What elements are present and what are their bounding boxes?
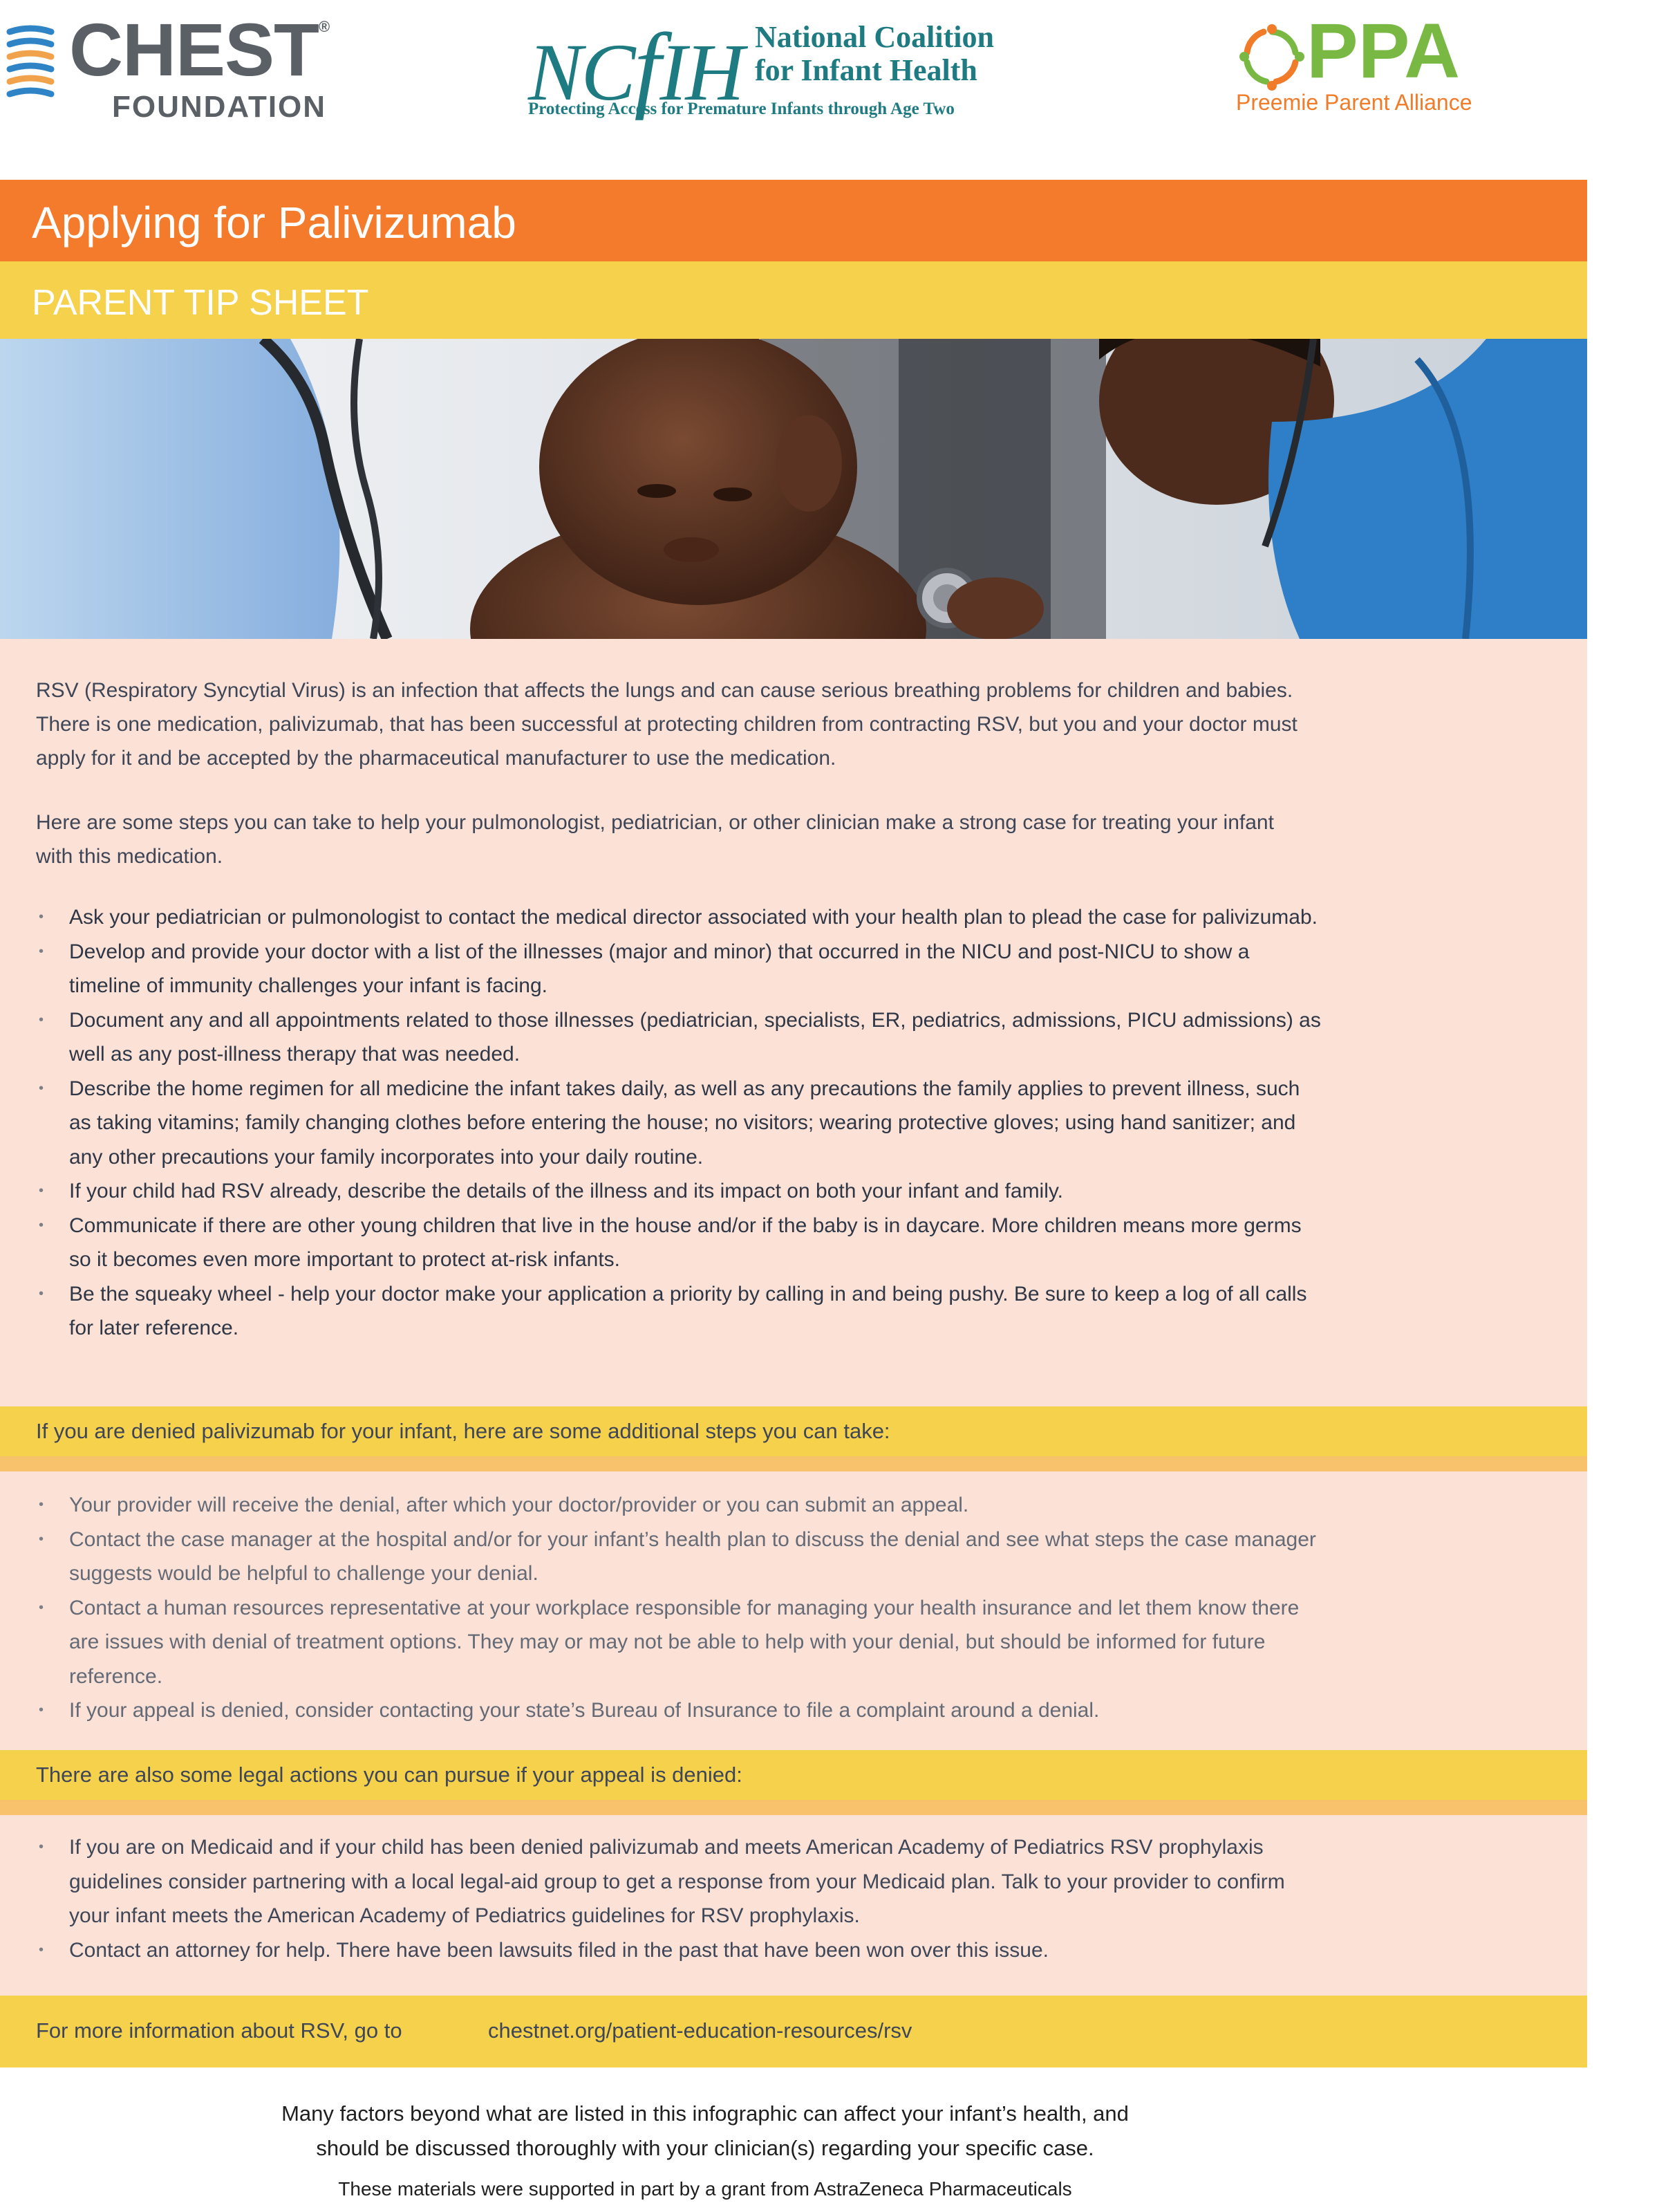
list-item: • If your child had RSV already, describe the details of the illness and its impact on both your infant and family. <box>36 1174 1322 1209</box>
denied-heading: If you are denied palivizumab for your infant, here are some additional steps you can take: <box>36 1419 890 1443</box>
people-circle-icon <box>1237 22 1306 91</box>
list-item: • Your provider will receive the denial, after which your doctor/provider or you can submit an appeal. <box>36 1488 1322 1523</box>
subtitle-banner <box>0 261 1587 339</box>
list-item: • Document any and all appointments related to those illnesses (pediatrician, specialists, ER, pediatrics, admissions, PICU admissions) as well as any post-illness therapy that was needed. <box>36 1003 1322 1072</box>
ncfih-logo <box>528 10 1026 127</box>
infant-checkup-photo <box>0 339 1587 639</box>
grant-support-text: These materials were supported in part by a grant from AstraZeneca Pharmaceuticals <box>338 2178 1072 2200</box>
ppa-name: Preemie Parent Alliance <box>1236 90 1472 115</box>
more-info-link[interactable]: chestnet.org/patient-education-resources/rsv <box>488 2018 912 2043</box>
ppa-logo <box>1236 8 1514 126</box>
list-item: • Contact the case manager at the hospital and/or for your infant’s health plan to discuss the denial and see what steps the case manager suggests would be helpful to challenge your denial. <box>36 1523 1322 1591</box>
legal-section-banner <box>0 1750 1587 1815</box>
list-item: • If you are on Medicaid and if your child has been denied palivizumab and meets American Academy of Pediatrics RSV prophylaxis guidelines consider partnering with a local legal-aid group to get a response from your Medicaid plan. Talk to your provider to confirm your infant meets the American Academy of Pediatrics guidelines for RSV prophylaxis. <box>36 1830 1322 1933</box>
chest-foundation-logo <box>0 8 346 124</box>
list-item: • Be the squeaky wheel - help your doctor make your application a priority by calling in and being pushy. Be sure to keep a log of all calls for later reference. <box>36 1277 1322 1346</box>
ncfih-name: National Coalition for Infant Health <box>755 20 994 87</box>
disclaimer-text: Many factors beyond what are listed in this infographic can affect your infant’s health, and should be discussed thoroughly with your clinician(s) regarding your specific case. <box>281 2101 1129 2160</box>
legal-heading: There are also some legal actions you can pursue if your appeal is denied: <box>36 1763 742 1787</box>
chest-logo-icon <box>6 24 55 98</box>
steps-list <box>36 900 1322 1346</box>
more-info-label: For more information about RSV, go to <box>36 2018 402 2043</box>
denied-section-banner <box>0 1406 1587 1471</box>
chest-wordmark: CHEST® <box>69 8 330 91</box>
title-banner <box>0 180 1587 261</box>
ncfih-wordmark: NCfIH <box>528 14 743 121</box>
list-item: • Ask your pediatrician or pulmonologist to contact the medical director associated with your health plan to plead the case for palivizumab. <box>36 900 1322 935</box>
list-item: • Contact an attorney for help. There have been lawsuits filed in the past that have been won over this issue. <box>36 1933 1322 1968</box>
list-item: • Contact a human resources representative at your workplace responsible for managing your health insurance and let them know there are issues with denial of treatment options. They may or may not be able to help with your denial, but should be informed for future reference. <box>36 1591 1322 1694</box>
list-item: • If your appeal is denied, consider contacting your state’s Bureau of Insurance to file a complaint around a denial. <box>36 1693 1322 1728</box>
page-title: Applying for Palivizumab <box>32 198 516 248</box>
more-info-banner <box>0 1996 1587 2067</box>
chest-foundation-text: FOUNDATION <box>112 90 327 124</box>
legal-actions-list <box>36 1830 1322 1967</box>
steps-intro-paragraph: Here are some steps you can take to help your pulmonologist, pediatrician, or other clinician make a strong case for treating your infant with this medication. <box>36 811 1274 868</box>
ppa-wordmark: PPA <box>1306 8 1460 94</box>
list-item: • Describe the home regimen for all medicine the infant takes daily, as well as any precautions the family applies to prevent illness, such as taking vitamins; family changing clothes before entering the house; no visitors; wearing protective gloves; using hand sanitizer; and any other precautions your family incorporates into your daily routine. <box>36 1072 1322 1175</box>
ncfih-tagline: Protecting Access for Premature Infants through Age Two <box>528 100 955 118</box>
list-item: • Develop and provide your doctor with a list of the illnesses (major and minor) that occurred in the NICU and post-NICU to show a timeline of immunity challenges your infant is facing. <box>36 935 1322 1003</box>
list-item: • Communicate if there are other young children that live in the house and/or if the baby is in daycare. More children means more germs so it becomes even more important to protect at-risk infants. <box>36 1209 1322 1277</box>
intro-paragraph: RSV (Respiratory Syncytial Virus) is an infection that affects the lungs and can cause serious breathing problems for children and babies. There is one medication, palivizumab, that has been successful at protecting children from contracting RSV, but you and your doctor must apply for it and be accepted by the pharmaceutical manufacturer to use the medication. <box>36 679 1297 770</box>
page-subtitle: PARENT TIP SHEET <box>32 283 369 323</box>
denied-steps-list <box>36 1488 1322 1728</box>
